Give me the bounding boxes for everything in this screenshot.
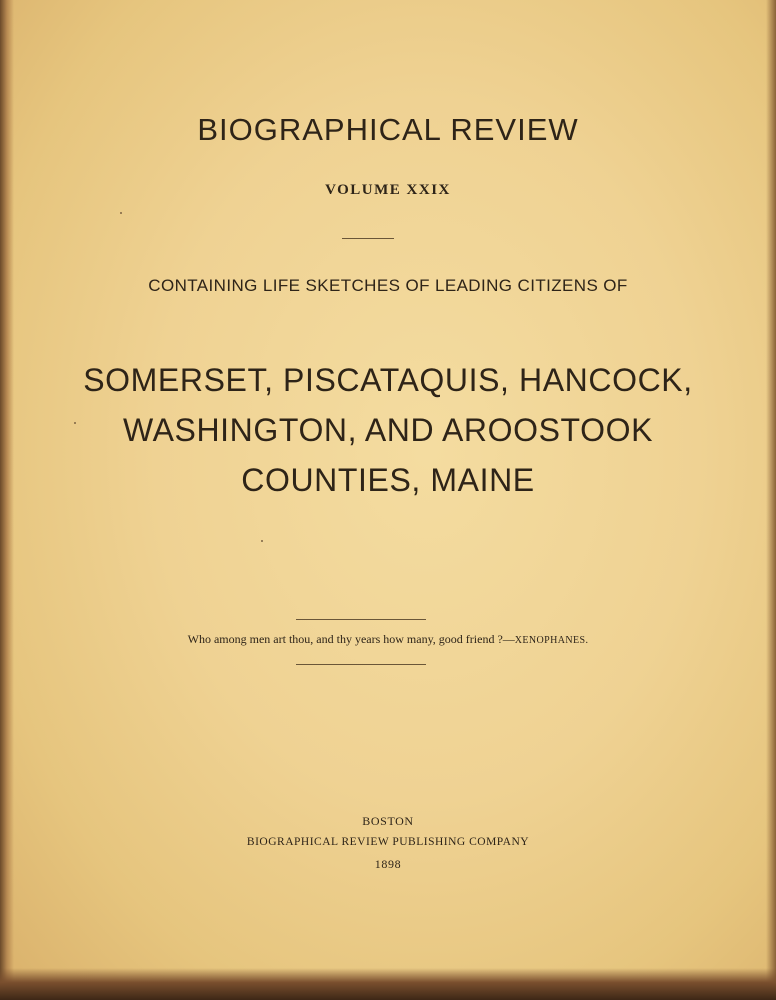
epigraph-quote: Who among men art thou, and thy years how many, good friend ?— — [187, 632, 515, 646]
epigraph-rule-bottom — [296, 664, 426, 665]
epigraph-rule-top — [296, 619, 426, 620]
imprint-publisher: BIOGRAPHICAL REVIEW PUBLISHING COMPANY — [246, 836, 530, 848]
paper-speck — [120, 212, 122, 214]
book-title: BIOGRAPHICAL REVIEW — [197, 112, 579, 147]
page-right-edge — [766, 0, 776, 1000]
subtitle: CONTAINING LIFE SKETCHES OF LEADING CITIZENS OF — [148, 276, 628, 295]
paper-speck — [261, 540, 263, 542]
counties-line-3: COUNTIES, MAINE — [241, 462, 535, 498]
binding-edge — [0, 0, 14, 1000]
counties-line-1: SOMERSET, PISCATAQUIS, HANCOCK, — [83, 362, 693, 398]
epigraph-author: XENOPHANES. — [514, 635, 589, 646]
epigraph — [0, 632, 776, 647]
ornamental-rule — [342, 238, 394, 239]
paper-speck — [74, 422, 76, 424]
counties-line-2: WASHINGTON, AND AROOSTOOK — [122, 412, 654, 448]
imprint-city: BOSTON — [362, 814, 414, 828]
imprint-year: 1898 — [374, 857, 402, 871]
volume-number: VOLUME XXIX — [325, 182, 451, 198]
book-bottom-edge — [0, 968, 776, 1000]
